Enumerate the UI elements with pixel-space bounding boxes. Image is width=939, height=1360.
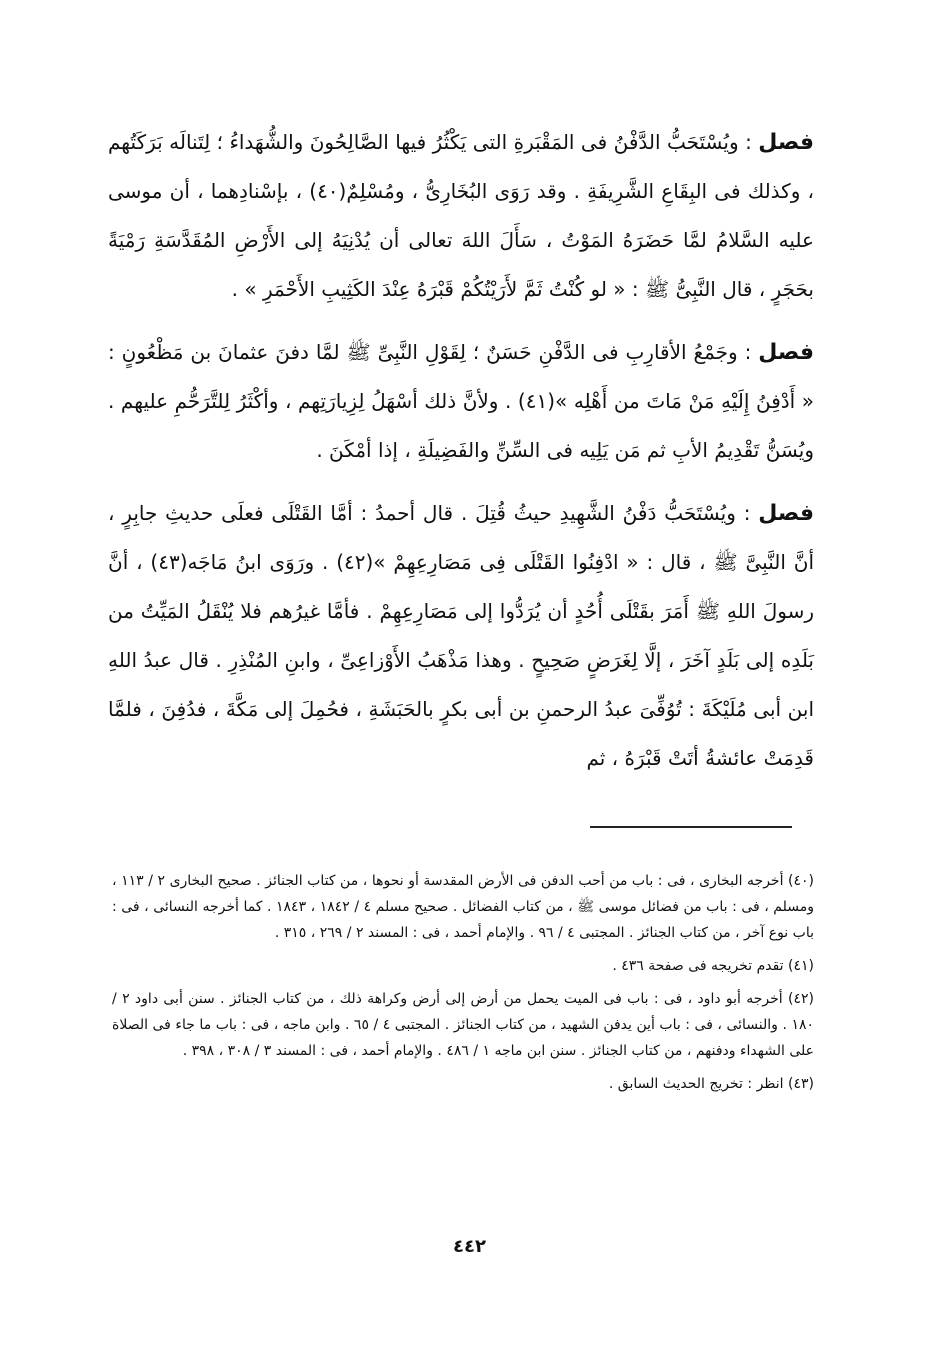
paragraph-text: : ويُسْتَحَبُّ الدَّفْنُ فى المَقْبَرةِ التى يَكْثُرُ فيها الصَّالِحُونَ والشُّهَداءُ ؛ لِتَنالَه بَرَكَتُهم ، وكذلك فى البِقَاعِ الشَّرِيفَةِ . وقد رَوَى البُخَارِىُّ ، ومُسْلِمٌ(٤٠) ، بإسْنادِهما ، أن موسى عليه السَّلامُ لمَّا حَضَرَهُ المَوْتُ ، سَأَلَ اللهَ تعالى أن يُدْنِيَهُ إلى الأَرْضِ المُقَدَّسَةِ رَمْيَةً بحَجَرٍ ، قال النَّبِىُّ ﷺ : « لو كُنْتُ ثَمَّ لأَرَيْتُكُمْ قَبْرَهُ عِنْدَ الكَثِيبِ الأَحْمَرِ » . — [108, 130, 815, 301]
footnote-42: (٤٢) أخرجه أبو داود ، فى : باب فى الميت يحمل من أرض إلى أرض وكراهة ذلك ، من كتاب الجنائز . سنن أبى داود ٢ / ١٨٠ . والنسائى ، فى : باب أين يدفن الشهيد ، من كتاب الجنائز . المجتبى ٤ / ٦٥ . وابن ماجه ، فى : باب ما جاء فى الصلاة على الشهداء ودفنهم ، من كتاب الجنائز . سنن ابن ماجه ١ / ٤٨٦ . والإمام أحمد ، فى : المسند ٣ / ٣٠٨ ، ٣٩٨ . — [112, 991, 814, 1059]
footnote-41: (٤١) تقدم تخريجه فى صفحة ٤٣٦ . — [612, 958, 814, 974]
footnotes — [112, 868, 814, 1104]
section-heading: فصل — [758, 501, 814, 526]
footnote-43: (٤٣) انظر : تخريج الحديث السابق . — [608, 1076, 814, 1092]
paragraph-text: : وجَمْعُ الأقارِبِ فى الدَّفْنِ حَسَنٌ ؛ لِقَوْلِ النَّبِىِّ ﷺ لمَّا دفنَ عثمانَ بن مَظْعُونٍ : « أَدْفِنُ إِلَيْهِ مَنْ مَاتَ من أَهْلِه »(٤١) . ولأنَّ ذلك أسْهَلُ لِزِيارَتِهم ، وأكْثَرُ لِلتَّرَحُّمِ عليهم . ويُسَنُّ تَقْدِيمُ الأبِ ثم مَن يَلِيه فى السِّنِّ والفَضِيلَةِ ، إذا أمْكَنَ . — [108, 340, 815, 462]
footnote-40: (٤٠) أخرجه البخارى ، فى : باب من أحب الدفن فى الأرض المقدسة أو نحوها ، من كتاب الجنائز . صحيح البخارى ٢ / ١١٣ ، ومسلم ، فى : باب من فضائل موسى ﷺ ، من كتاب الفضائل . صحيح مسلم ٤ / ١٨٤٢ ، ١٨٤٣ . كما أخرجه النسائى ، فى : باب نوع آخر ، من كتاب الجنائز . المجتبى ٤ / ٩٦ . والإمام أحمد ، فى : المسند ٢ / ٢٦٩ ، ٣١٥ . — [112, 873, 814, 941]
section-heading: فصل — [758, 130, 814, 155]
paragraph-text: : ويُسْتَحَبُّ دَفْنُ الشَّهِيدِ حيثُ قُتِلَ . قال أحمدُ : أمَّا القَتْلَى فعلَى حديثِ جابِرٍ ، أنَّ النَّبِىَّ ﷺ ، قال : « ادْفِنُوا القَتْلَى فِى مَصَارِعِهِمْ »(٤٢) . ورَوَى ابنُ مَاجَه(٤٣) ، أنَّ رسولَ اللهِ ﷺ أَمَرَ بقَتْلَى أُحُدٍ أن يُرَدُّوا إلى مَصَارِعِهِمْ . فأمَّا غيرُهم فلا يُنْقَلُ المَيِّتُ من بَلَدِه إلى بَلَدٍ آخَرَ ، إلَّا لِغَرَضٍ صَحِيحٍ . وهذا مَذْهَبُ الأَوْزاعِىِّ ، وابنِ المُنْذِرِ . قال عبدُ اللهِ ابن أبى مُلَيْكَةَ : تُوُفِّىَ عبدُ الرحمنِ بن أبى بكرٍ بالحَبَشَةِ ، فحُمِلَ إلى مَكَّةَ ، فدُفِنَ ، فلمَّا قَدِمَتْ عائشةُ أتَتْ قَبْرَهُ ، ثم — [108, 501, 814, 770]
main-text — [108, 118, 814, 797]
paragraph-1 — [108, 118, 814, 314]
page-number: ٤٤٢ — [453, 1236, 486, 1257]
section-heading: فصل — [758, 340, 814, 365]
paragraph-2 — [108, 328, 814, 475]
footnote-separator — [590, 826, 792, 828]
paragraph-3 — [108, 489, 814, 783]
